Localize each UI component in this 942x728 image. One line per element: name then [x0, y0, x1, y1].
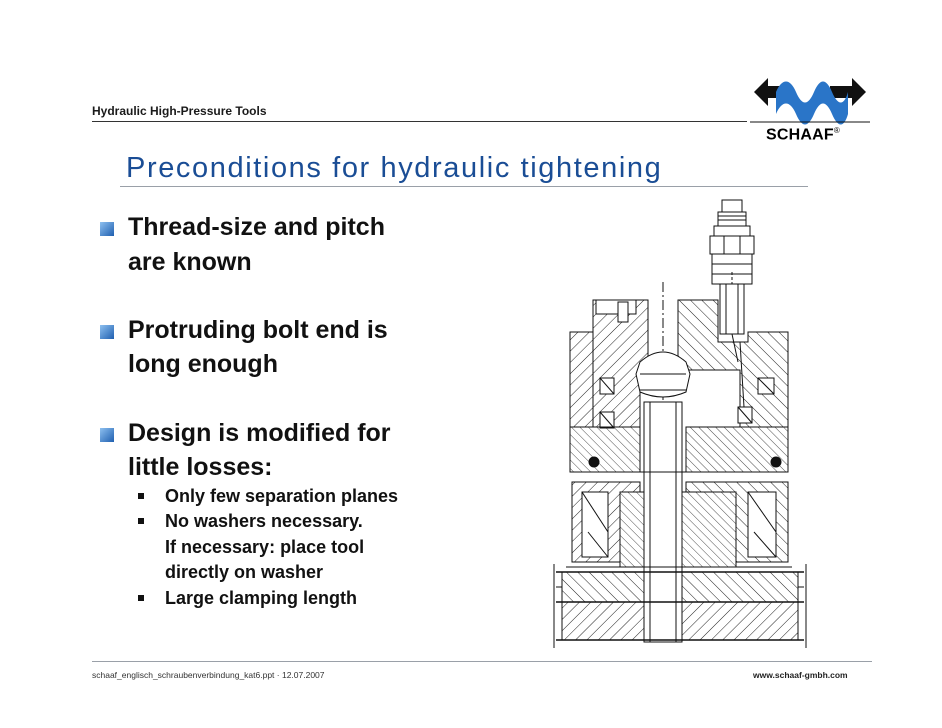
sub-bullet-1: Only few separation planes — [165, 486, 399, 506]
sub-bullet-marker — [138, 518, 144, 524]
title-divider — [120, 186, 808, 187]
sub-bullet-marker — [138, 493, 144, 499]
bullet-2-line-1: Protruding bolt end is — [128, 316, 388, 344]
bullet-square-icon — [100, 222, 114, 236]
bullet-1-line-2: are known — [128, 248, 252, 276]
sub-bullet-marker — [138, 595, 144, 601]
footer-divider — [92, 661, 872, 662]
bullet-3-line-1: Design is modified for — [128, 419, 391, 447]
bullet-1-line-1: Thread-size and pitch — [128, 213, 385, 241]
bullet-2-line-2: long enough — [128, 350, 278, 378]
header-divider — [92, 121, 747, 122]
header-title: Hydraulic High-Pressure Tools — [92, 104, 267, 118]
logo-name: SCHAAF® — [766, 126, 840, 144]
bullet-square-icon — [100, 325, 114, 339]
sub-bullet-3: Large clamping length — [165, 588, 358, 608]
sub-bullet-2-continued-2: directly on washer — [165, 562, 324, 582]
sub-bullet-2-continued-1: If necessary: place tool — [165, 537, 365, 557]
hydraulic-tensioner-section-drawing — [548, 192, 878, 652]
bullet-3-line-2: little losses: — [128, 453, 273, 481]
bullet-square-icon — [100, 428, 114, 442]
slide-title: Preconditions for hydraulic tightening — [126, 152, 663, 184]
footer-website: www.schaaf-gmbh.com — [753, 670, 848, 680]
sub-bullet-2: No washers necessary. — [165, 511, 363, 531]
footer-filename: schaaf_englisch_schraubenverbindung_kat6.ppt · 12.07.2007 — [92, 670, 325, 680]
